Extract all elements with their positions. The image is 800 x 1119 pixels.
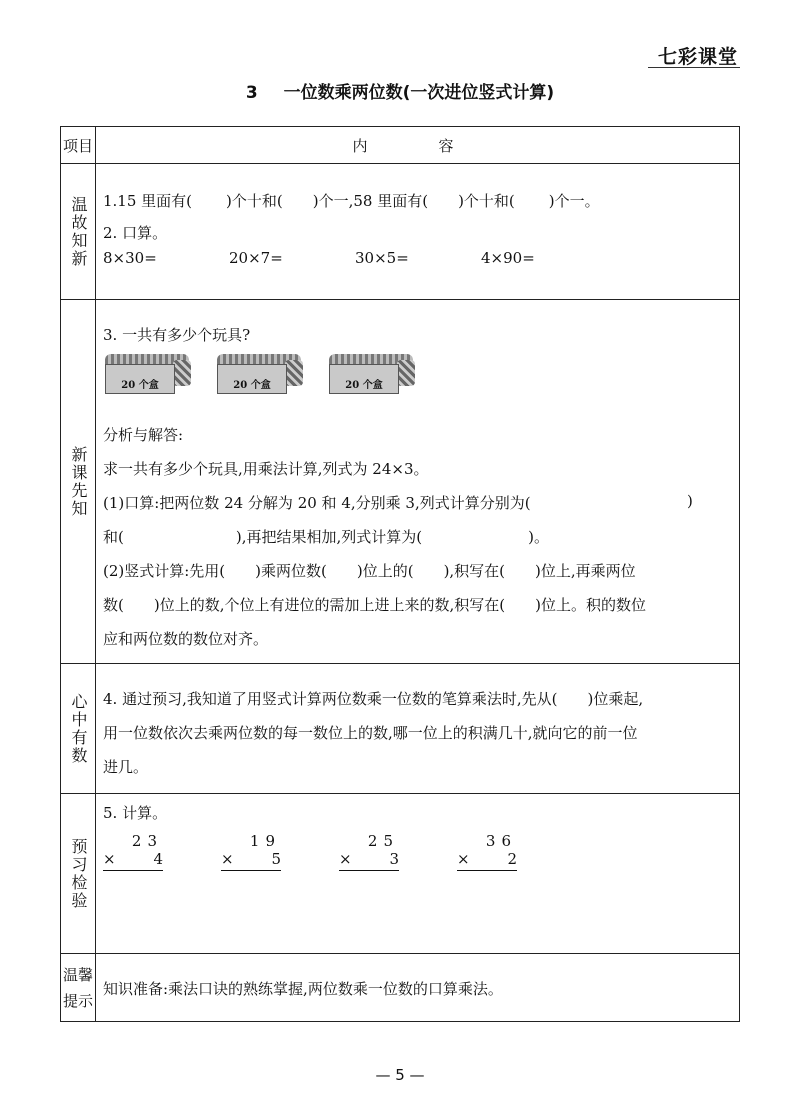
mind-line-2: 用一位数依次去乘两位数的每一数位上的数,哪一位上的积满几十,就向它的前一位: [103, 724, 638, 742]
analysis-line-3: [103, 526, 549, 547]
q1-part-b: )个十和(: [226, 192, 283, 210]
new-lesson-label: 新课先知: [69, 445, 88, 518]
lesson-title: 一位数乘两位数(一次进位竖式计算): [283, 83, 555, 103]
oral-calc-3: 30×5=: [355, 249, 409, 267]
header-content: 内 容: [352, 136, 482, 155]
vertical-calc-2: [221, 832, 281, 871]
oral-calc-1: 8×30=: [103, 249, 157, 267]
worksheet-table: [60, 126, 740, 1022]
calc-top: 23: [131, 832, 163, 850]
q1-part-e: )个一。: [548, 192, 600, 210]
mind-label: 心中有数: [69, 692, 88, 765]
vertical-calc-1: [103, 832, 163, 871]
analysis-line-2: [103, 492, 531, 513]
calc-op: ×: [221, 850, 234, 868]
calc-top: 25: [367, 832, 399, 850]
line2-text: (1)口算:把两位数 24 分解为 20 和 4,分别乘 3,列式计算分别为(: [103, 494, 531, 512]
vertical-calc-3: [339, 832, 399, 871]
tips-row: [61, 953, 739, 1021]
oral-calc-2: 20×7=: [229, 249, 283, 267]
mind-row: [61, 663, 739, 793]
calc-bottom: 5: [271, 850, 281, 868]
toy-box-2: [215, 352, 305, 396]
mind-line-3: 进几。: [103, 758, 149, 776]
toy-box-3: [327, 352, 417, 396]
calc-top: 36: [485, 832, 517, 850]
calc-top: 19: [249, 832, 281, 850]
calc-op: ×: [103, 850, 116, 868]
analysis-line-5: 数( )位上的数,个位上有进位的需加上进上来的数,积写在( )位上。积的数位: [103, 596, 646, 614]
tips-text: 知识准备:乘法口诀的熟练掌握,两位数乘一位数的口算乘法。: [103, 980, 503, 998]
q1-part-d: )个十和(: [458, 192, 515, 210]
new-lesson-row: [61, 299, 739, 663]
header-item: 项目: [62, 136, 93, 155]
question-2: 2. 口算。: [103, 224, 168, 242]
line3-part-c: )。: [528, 528, 549, 546]
toy-boxes-illustration: [103, 352, 433, 398]
line3-part-b: ),再把结果相加,列式计算为(: [235, 528, 423, 546]
check-row: [61, 793, 739, 953]
review-label: 温故知新: [69, 195, 88, 268]
line3-part-a: 和(: [103, 528, 124, 546]
question-3: 3. 一共有多少个玩具?: [103, 326, 251, 344]
analysis-line-2-close: ): [687, 492, 693, 510]
brand-underline: [648, 67, 740, 68]
lesson-number: 3: [245, 83, 258, 103]
calc-bottom: 3: [389, 850, 399, 868]
calc-bottom: 4: [153, 850, 163, 868]
check-label: 预习检验: [69, 837, 88, 910]
analysis-line-6: 应和两位数的数位对齐。: [103, 630, 269, 648]
toy-box-1: [103, 352, 193, 396]
calc-op: ×: [457, 850, 470, 868]
brand-logo: 七彩课堂: [657, 46, 738, 68]
analysis-title: 分析与解答:: [103, 426, 184, 444]
toy-box-label: 20 个盒: [345, 380, 383, 391]
page-number: — 5 —: [375, 1066, 425, 1084]
question-5: 5. 计算。: [103, 804, 168, 822]
q1-part-a: 1.15 里面有(: [103, 192, 193, 210]
mind-line-1: 4. 通过预习,我知道了用竖式计算两位数乘一位数的笔算乘法时,先从( )位乘起,: [103, 690, 644, 708]
tips-label-line-2: 提示: [62, 991, 93, 1010]
toy-box-label: 20 个盒: [121, 380, 159, 391]
q1-part-c: )个一,58 里面有(: [312, 192, 429, 210]
oral-calc-4: 4×90=: [481, 249, 535, 267]
vertical-calc-4: [457, 832, 517, 871]
calc-bottom: 2: [507, 850, 517, 868]
page-title: [0, 78, 800, 103]
review-row: [61, 163, 739, 299]
analysis-line-1: 求一共有多少个玩具,用乘法计算,列式为 24×3。: [103, 460, 429, 478]
calc-op: ×: [339, 850, 352, 868]
toy-box-label: 20 个盒: [233, 380, 271, 391]
table-header-row: [61, 127, 739, 163]
analysis-line-4: (2)竖式计算:先用( )乘两位数( )位上的( ),积写在( )位上,再乘两位: [103, 562, 636, 580]
tips-label-line-1: 温馨: [62, 965, 93, 984]
question-1: [103, 190, 600, 211]
